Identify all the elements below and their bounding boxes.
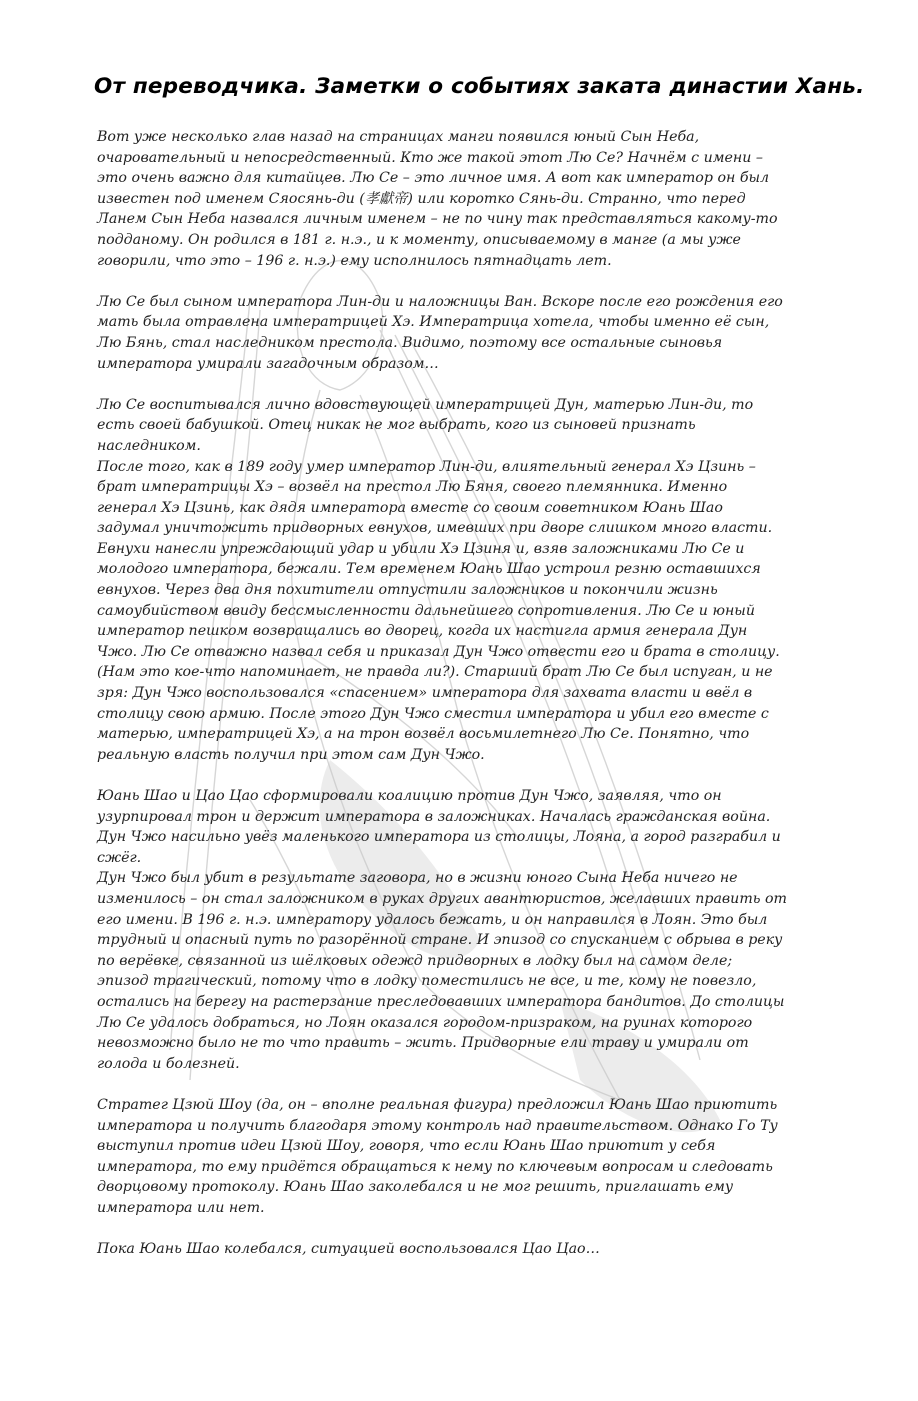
paragraph: Вот уже несколько глав назад на страницах манги появился юный Сын Неба, очаровательный и непосредственный. Кто же такой этот Лю Се? Начнём с имени – это очень важно для китайцев. Лю Се – это личное имя. А вот как император он был известен под именем Сяосянь-ди (孝獻帝) или коротко Сянь-ди. Странно, что перед Ланем Сын Неба назвался личным именем – не по чину так представляться какому-то подданому. Он родился в 181 г. н.э., и к моменту, описываемому в манге (а мы уже говорили, что это – 196 г. н.э.) ему исполнилось пятнадцать лет. xyxy=(97,129,778,269)
paragraph: Лю Се был сыном императора Лин-ди и наложницы Ван. Вскоре после его рождения его мать была отравлена императрицей Хэ. Императрица хотела, чтобы именно её сын, Лю Бянь, стал наследником престола. Видимо, поэтому все остальные сыновья императора умирали загадочным образом… xyxy=(97,293,783,372)
paragraph: Лю Се воспитывался лично вдовствующей императрицей Дун, матерью Лин-ди, то есть своей бабушкой. Отец никак не мог выбрать, кого из сыновей признать наследником. xyxy=(97,396,754,454)
paragraph: Дун Чжо был убит в результате заговора, но в жизни юного Сына Неба ничего не изменилось – он стал заложником в руках других авантюристов, желавших править от его имени. В 196 г. н.э. императору удалось бежать, и он направился в Лоян. Это был трудный и опасный путь по разорённой стране. И эпизод со спусканием с обрыва в реку по верёвке, связанной из шёлковых одежд придворных в лодку был на самом деле; эпизод трагический, потому что в лодку поместились не все, и те, кому не повезло, остались на берегу на растерзание преследовавших императора бандитов. До столицы Лю Се удалось добраться, но Лоян оказался городом-призраком, на руинах которого невозможно было не то что править – жить. Придворные ели траву и умирали от голода и болезней. xyxy=(97,870,787,1072)
paragraph: После того, как в 189 году умер император Лин-ди, влиятельный генерал Хэ Цзинь – брат императрицы Хэ – возвёл на престол Лю Бяня, своего племянника. Именно генерал Хэ Цзинь, как дядя императора вместе со своим советником Юань Шао задумал уничтожить придворных евнухов, имевших при дворе слишком много власти. Евнухи нанесли упреждающий удар и убили Хэ Цзиня и, взяв заложниками Лю Се и молодого императора, бежали. Тем временем Юань Шао устроил резню оставшихся евнухов. Через два дня похитители отпустили заложников и покончили жизнь самоубийством ввиду бессмысленности дальнейшего сопротивления. Лю Се и юный император пешком возвращались во дворец, когда их настигла армия генерала Дун Чжо. Лю Се отважно назвал себя и приказал Дун Чжо отвести его и брата в столицу. (Нам это кое-что напоминает, не правда ли?). Старший брат Лю Се был испуган, и не зря: Дун Чжо воспользовался «спасением» императора для захвата власти и ввёл в столицу свою армию. После этого Дун Чжо сместил императора и убил его вместе с матерью, императрицей Хэ, а на трон возвёл восьмилетнего Лю Се. Понятно, что реальную власть получил при этом сам Дун Чжо. xyxy=(97,458,780,763)
paragraph: Стратег Цзюй Шоу (да, он – вполне реальная фигура) предложил Юань Шао приютить императора и получить благодаря этому контроль над правительством. Однако Го Ту выступил против идеи Цзюй Шоу, говоря, что если Юань Шао приютит у себя императора, то ему придётся обращаться к нему по ключевым вопросам и следовать дворцовому протоколу. Юань Шао заколебался и не мог решить, приглашать ему императора или нет. xyxy=(97,1096,778,1216)
paragraph: Пока Юань Шао колебался, ситуацией воспользовался Цао Цао… xyxy=(97,1241,600,1258)
paragraph: Юань Шао и Цао Цао сформировали коалицию против Дун Чжо, заявляя, что он узурпировал трон и держит императора в заложниках. Началась гражданская война. Дун Чжо насильно увёз маленького императора из столицы, Лояна, а город разграбил и сжёг. xyxy=(97,788,781,866)
article-body xyxy=(97,127,787,1260)
page-title: От переводчика. Заметки о событиях заката династии Хань. xyxy=(94,74,865,100)
